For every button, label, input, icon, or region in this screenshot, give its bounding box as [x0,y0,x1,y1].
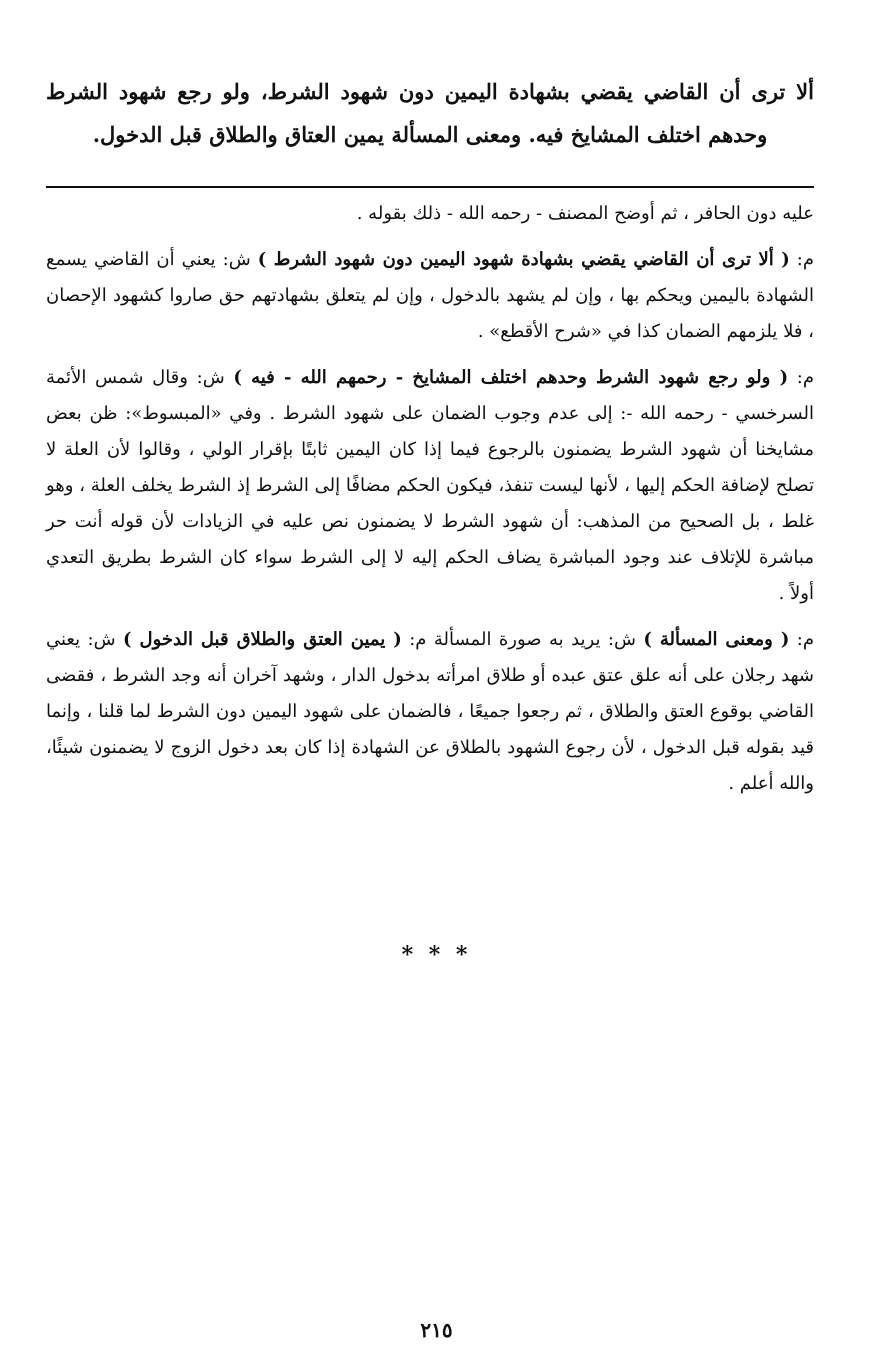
paragraph-4-quote-2: ( يمين العتق والطلاق قبل الدخول ) [123,629,402,650]
paragraph-2-prefix: م: [789,249,814,270]
commentary-paragraph-2 [46,242,814,350]
commentary-paragraph-1 [46,196,814,232]
paragraph-4-quote: ( ومعنى المسألة ) [643,629,790,650]
paragraph-4-prefix: م: [789,629,814,650]
commentary-block [46,196,814,812]
paragraph-3-text: ش: وقال شمس الأئمة السرخسي - رحمه الله -: إلى عدم وجوب الضمان على شهود الشرط . وفي «المبسوط»: ظن بعض مشايخنا أن شهود الشرط يضمنون بالرجوع فيما إذا كان اليمين ثابتًا بإقرار الولي ، وقالوا لأن العلة لا تصلح لإضافة الحكم إليها ، لأنها ليست تنفذ، فيكون الحكم مضافًا إلى الشرط إذ الشرط يخلف العلة ، وهو غلط ، بل الصحيح من المذهب: أن شهود الشرط لا يضمنون نص عليه في الزيادات لأن قوله أنت حر مباشرة للإتلاف عند وجود المباشرة يضاف الحكم إليه لا إلى الشرط سواء كان الشرط بطريق التعدي أولاً . [46,367,814,604]
paragraph-3-quote: ( ولو رجع شهود الشرط وحدهم اختلف المشايخ - رحمهم الله - فيه ) [233,367,789,388]
paragraph-1-text: عليه دون الحافر ، ثم أوضح المصنف - رحمه الله - ذلك بقوله . [356,203,814,224]
main-text-block [46,70,814,156]
paragraph-4-text: ش: يعني شهد رجلان على أنه علق عتق عبده أو طلاق امرأته بدخول الدار ، وشهد آخران أنه وجد الشرط ، فقضى القاضي بوقوع العتق والطلاق ، ثم رجعوا جميعًا ، فالضمان على شهود اليمين دون الشرط لما قلنا ، وإنما قيد بقوله قبل الدخول ، لأن رجوع الشهود بالطلاق عن الشهادة إذا كان بعد دخول الزوج لا يضمنون شيئًا، والله أعلم . [46,629,814,794]
page-number: ٢١٥ [420,1318,453,1342]
paragraph-2-quote: ( ألا ترى أن القاضي يقضي بشهادة شهود اليمين دون شهود الشرط ) [257,249,790,270]
section-separator-stars: * * * [401,942,472,968]
separator-rule [46,186,814,188]
paragraph-2-text: ش: يعني أن القاضي يسمع الشهادة باليمين ويحكم بها ، وإن لم يشهد بالدخول ، وإن لم يتعلق بشهادتهم حق صاروا كشهود الإحصان ، فلا يلزمهم الضمان كذا في «شرح الأقطع» . [46,249,814,342]
paragraph-3-prefix: م: [788,367,814,388]
commentary-paragraph-3 [46,360,814,612]
paragraph-4-mid: ش: يريد به صورة المسألة م: [401,629,644,650]
main-text: ألا ترى أن القاضي يقضي بشهادة اليمين دون شهود الشرط، ولو رجع شهود الشرط وحدهم اختلف المشايخ فيه. ومعنى المسألة يمين العتاق والطلاق قبل الدخول. [46,79,814,147]
commentary-paragraph-4 [46,622,814,802]
